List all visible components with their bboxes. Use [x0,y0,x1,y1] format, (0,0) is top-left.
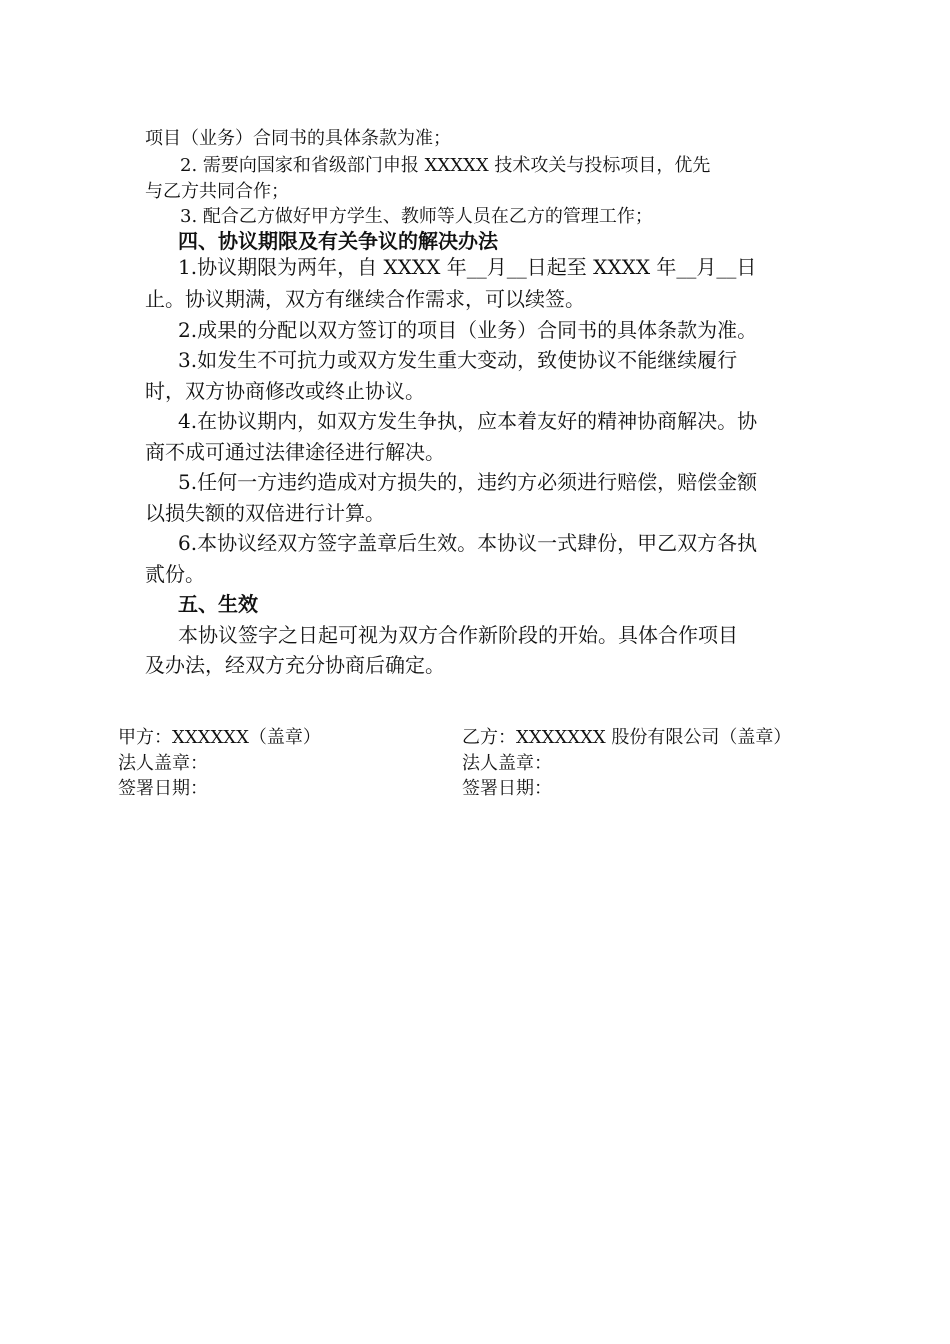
section-4-item-6-cont: 贰份。 [145,562,205,586]
party-a-name: 甲方：XXXXXX（盖章） [118,727,321,748]
section-4-heading: 四、协议期限及有关争议的解决办法 [178,229,498,253]
section-5-body: 本协议签字之日起可视为双方合作新阶段的开始。具体合作项目 [178,623,738,647]
party-b-legal-seal: 法人盖章： [462,753,552,774]
clause-item-2: 2. 需要向国家和省级部门申报 XXXXX 技术攻关与投标项目，优先 [180,155,711,176]
section-4-item-3: 3.如发生不可抗力或双方发生重大变动，致使协议不能继续履行 [178,348,738,372]
party-b-name: 乙方：XXXXXXX 股份有限公司（盖章） [462,727,792,748]
section-4-item-6: 6.本协议经双方签字盖章后生效。本协议一式肆份，甲乙双方各执 [178,531,758,555]
section-4-item-1: 1.协议期限为两年，自 XXXX 年__月__日起至 XXXX 年__月__日 [178,255,757,279]
section-4-item-4: 4.在协议期内，如双方发生争执，应本着友好的精神协商解决。协 [178,409,758,433]
section-5-heading: 五、生效 [178,592,258,616]
clause-line: 项目（业务）合同书的具体条款为准； [145,128,451,149]
party-b-date: 签署日期： [462,778,552,799]
section-5-body-cont: 及办法，经双方充分协商后确定。 [145,653,445,677]
section-4-item-5: 5.任何一方违约造成对方损失的，违约方必须进行赔偿，赔偿金额 [178,470,758,494]
party-a-date: 签署日期： [118,778,208,799]
party-a-legal-seal: 法人盖章： [118,753,208,774]
clause-item-2-cont: 与乙方共同合作； [145,181,289,202]
section-4-item-2: 2.成果的分配以双方签订的项目（业务）合同书的具体条款为准。 [178,318,758,342]
section-4-item-1-cont: 止。协议期满，双方有继续合作需求，可以续签。 [145,287,585,311]
section-4-item-4-cont: 商不成可通过法律途径进行解决。 [145,440,445,464]
clause-item-3: 3. 配合乙方做好甲方学生、教师等人员在乙方的管理工作； [180,206,653,227]
section-4-item-5-cont: 以损失额的双倍进行计算。 [145,501,385,525]
section-4-item-3-cont: 时，双方协商修改或终止协议。 [145,379,425,403]
